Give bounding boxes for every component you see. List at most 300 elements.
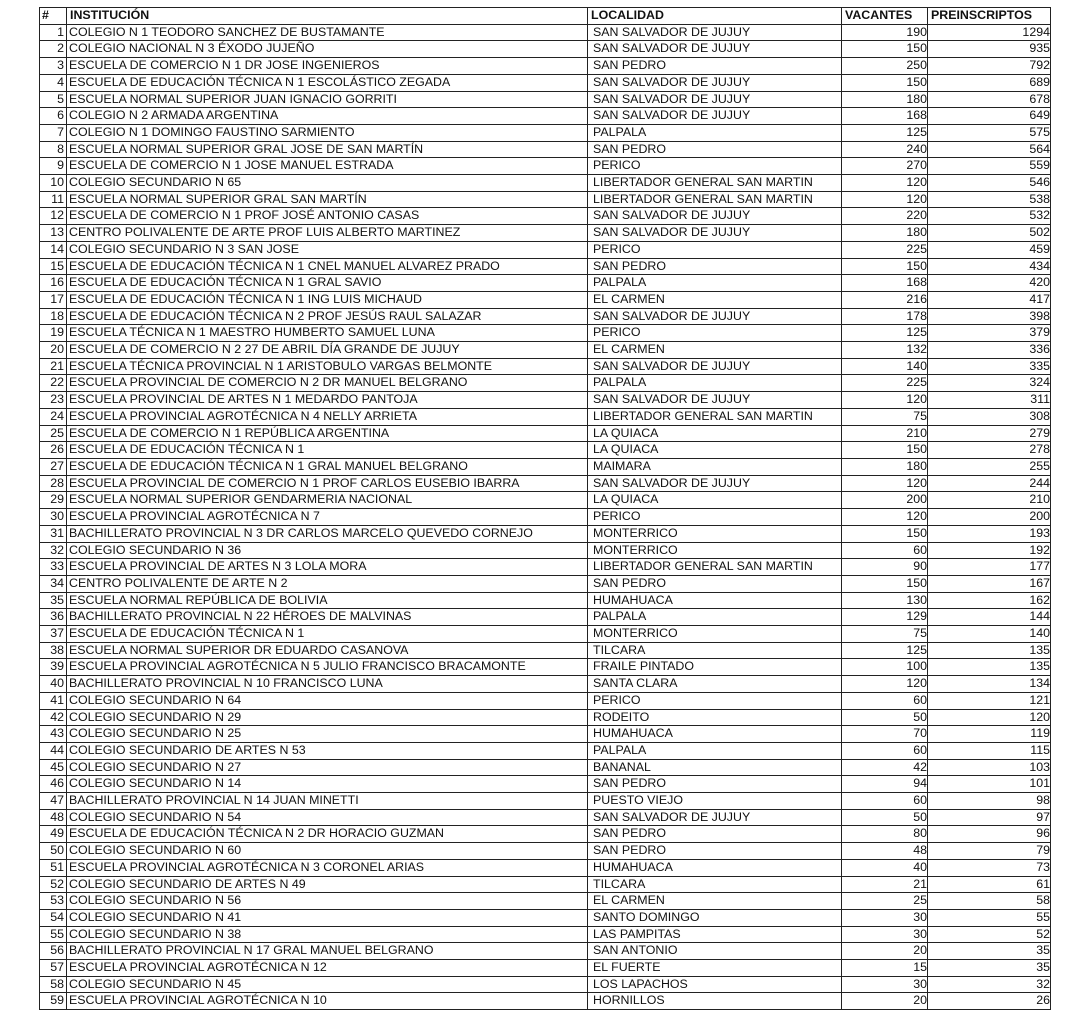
table-row <box>40 826 1051 843</box>
table-row <box>40 191 1051 208</box>
row-number: 22 <box>40 375 67 392</box>
vacancies-cell: 40 <box>842 859 928 876</box>
preregistered-cell: 193 <box>928 525 1051 542</box>
institution-cell: COLEGIO SECUNDARIO N 54 <box>67 809 588 826</box>
table-row <box>40 592 1051 609</box>
locality-cell: LIBERTADOR GENERAL SAN MARTIN <box>588 175 842 192</box>
institution-cell: COLEGIO SECUNDARIO N 36 <box>67 542 588 559</box>
table-row <box>40 726 1051 743</box>
vacancies-cell: 220 <box>842 208 928 225</box>
institution-cell: ESCUELA DE COMERCIO N 1 JOSE MANUEL ESTRADA <box>67 158 588 175</box>
table-row <box>40 525 1051 542</box>
table-row <box>40 609 1051 626</box>
row-number: 29 <box>40 492 67 509</box>
institution-cell: COLEGIO SECUNDARIO N 29 <box>67 709 588 726</box>
institution-cell: COLEGIO SECUNDARIO N 64 <box>67 692 588 709</box>
table-row <box>40 509 1051 526</box>
row-number: 23 <box>40 392 67 409</box>
row-number: 1 <box>40 24 67 41</box>
vacancies-cell: 90 <box>842 559 928 576</box>
row-number: 14 <box>40 241 67 258</box>
row-number: 30 <box>40 509 67 526</box>
institution-cell: COLEGIO N 2 ARMADA ARGENTINA <box>67 108 588 125</box>
preregistered-cell: 379 <box>928 325 1051 342</box>
row-number: 3 <box>40 58 67 75</box>
row-number: 21 <box>40 358 67 375</box>
table-row <box>40 893 1051 910</box>
preregistered-cell: 177 <box>928 559 1051 576</box>
locality-cell: MONTERRICO <box>588 525 842 542</box>
locality-cell: SAN SALVADOR DE JUJUY <box>588 225 842 242</box>
vacancies-cell: 70 <box>842 726 928 743</box>
row-number: 46 <box>40 776 67 793</box>
preregistered-cell: 162 <box>928 592 1051 609</box>
institution-cell: ESCUELA DE COMERCIO N 1 DR JOSE INGENIEROS <box>67 58 588 75</box>
preregistered-cell: 1294 <box>928 24 1051 41</box>
locality-cell: LAS PAMPITAS <box>588 926 842 943</box>
vacancies-cell: 225 <box>842 375 928 392</box>
preregistered-cell: 308 <box>928 408 1051 425</box>
table-row <box>40 960 1051 977</box>
locality-cell: MONTERRICO <box>588 626 842 643</box>
row-number: 20 <box>40 342 67 359</box>
preregistered-cell: 121 <box>928 692 1051 709</box>
row-number: 34 <box>40 575 67 592</box>
vacancies-cell: 75 <box>842 626 928 643</box>
institution-cell: COLEGIO N 1 DOMINGO FAUSTINO SARMIENTO <box>67 124 588 141</box>
preregistered-cell: 115 <box>928 742 1051 759</box>
table-row <box>40 859 1051 876</box>
row-number: 7 <box>40 124 67 141</box>
row-number: 18 <box>40 308 67 325</box>
table-row <box>40 876 1051 893</box>
row-number: 8 <box>40 141 67 158</box>
vacancies-cell: 50 <box>842 709 928 726</box>
institution-cell: COLEGIO SECUNDARIO N 41 <box>67 909 588 926</box>
table-row <box>40 208 1051 225</box>
table-row <box>40 425 1051 442</box>
vacancies-cell: 125 <box>842 642 928 659</box>
preregistered-cell: 575 <box>928 124 1051 141</box>
vacancies-cell: 60 <box>842 692 928 709</box>
header-localidad: LOCALIDAD <box>588 8 842 25</box>
row-number: 6 <box>40 108 67 125</box>
vacancies-cell: 225 <box>842 241 928 258</box>
table-row <box>40 759 1051 776</box>
locality-cell: LA QUIACA <box>588 492 842 509</box>
preregistered-cell: 134 <box>928 676 1051 693</box>
row-number: 53 <box>40 893 67 910</box>
locality-cell: SAN PEDRO <box>588 575 842 592</box>
table-row <box>40 241 1051 258</box>
vacancies-cell: 130 <box>842 592 928 609</box>
institution-cell: ESCUELA TÉCNICA PROVINCIAL N 1 ARISTOBULO VARGAS BELMONTE <box>67 358 588 375</box>
vacancies-cell: 60 <box>842 542 928 559</box>
row-number: 41 <box>40 692 67 709</box>
table-row <box>40 141 1051 158</box>
row-number: 4 <box>40 74 67 91</box>
table-row <box>40 843 1051 860</box>
row-number: 57 <box>40 960 67 977</box>
preregistered-cell: 324 <box>928 375 1051 392</box>
preregistered-cell: 97 <box>928 809 1051 826</box>
row-number: 25 <box>40 425 67 442</box>
locality-cell: SAN SALVADOR DE JUJUY <box>588 108 842 125</box>
institution-cell: ESCUELA NORMAL SUPERIOR GENDARMERIA NACIONAL <box>67 492 588 509</box>
institution-cell: ESCUELA DE EDUCACIÓN TÉCNICA N 2 PROF JESÚS RAUL SALAZAR <box>67 308 588 325</box>
table-row <box>40 124 1051 141</box>
row-number: 49 <box>40 826 67 843</box>
table-row <box>40 458 1051 475</box>
table-row <box>40 926 1051 943</box>
vacancies-cell: 210 <box>842 425 928 442</box>
preregistered-cell: 35 <box>928 960 1051 977</box>
table-row <box>40 809 1051 826</box>
vacancies-cell: 180 <box>842 458 928 475</box>
institution-cell: ESCUELA DE EDUCACIÓN TÉCNICA N 1 GRAL SAVIO <box>67 275 588 292</box>
institution-cell: ESCUELA NORMAL REPÚBLICA DE BOLIVIA <box>67 592 588 609</box>
preregistered-cell: 73 <box>928 859 1051 876</box>
vacancies-cell: 180 <box>842 91 928 108</box>
preregistered-cell: 140 <box>928 626 1051 643</box>
preregistered-cell: 546 <box>928 175 1051 192</box>
vacancies-cell: 25 <box>842 893 928 910</box>
locality-cell: HUMAHUACA <box>588 726 842 743</box>
preregistered-cell: 564 <box>928 141 1051 158</box>
preregistered-cell: 459 <box>928 241 1051 258</box>
vacancies-cell: 60 <box>842 793 928 810</box>
preregistered-cell: 420 <box>928 275 1051 292</box>
row-number: 37 <box>40 626 67 643</box>
table-row <box>40 442 1051 459</box>
row-number: 13 <box>40 225 67 242</box>
institution-cell: COLEGIO SECUNDARIO N 65 <box>67 175 588 192</box>
vacancies-cell: 200 <box>842 492 928 509</box>
row-number: 54 <box>40 909 67 926</box>
preregistered-cell: 32 <box>928 976 1051 993</box>
locality-cell: MAIMARA <box>588 458 842 475</box>
institution-cell: COLEGIO SECUNDARIO N 38 <box>67 926 588 943</box>
preregistered-cell: 98 <box>928 793 1051 810</box>
institution-cell: ESCUELA PROVINCIAL DE ARTES N 1 MEDARDO PANTOJA <box>67 392 588 409</box>
vacancies-cell: 178 <box>842 308 928 325</box>
locality-cell: RODEITO <box>588 709 842 726</box>
institution-cell: ESCUELA DE EDUCACIÓN TÉCNICA N 1 CNEL MANUEL ALVAREZ PRADO <box>67 258 588 275</box>
vacancies-cell: 50 <box>842 809 928 826</box>
preregistered-cell: 935 <box>928 41 1051 58</box>
vacancies-cell: 180 <box>842 225 928 242</box>
locality-cell: SAN SALVADOR DE JUJUY <box>588 308 842 325</box>
preregistered-cell: 167 <box>928 575 1051 592</box>
preregistered-cell: 336 <box>928 342 1051 359</box>
locality-cell: EL CARMEN <box>588 342 842 359</box>
institution-cell: BACHILLERATO PROVINCIAL N 17 GRAL MANUEL BELGRANO <box>67 943 588 960</box>
row-number: 32 <box>40 542 67 559</box>
locality-cell: LOS LAPACHOS <box>588 976 842 993</box>
locality-cell: SAN SALVADOR DE JUJUY <box>588 91 842 108</box>
locality-cell: BANANAL <box>588 759 842 776</box>
vacancies-cell: 125 <box>842 124 928 141</box>
row-number: 10 <box>40 175 67 192</box>
preregistered-cell: 538 <box>928 191 1051 208</box>
preregistered-cell: 559 <box>928 158 1051 175</box>
row-number: 47 <box>40 793 67 810</box>
preregistered-cell: 434 <box>928 258 1051 275</box>
vacancies-cell: 150 <box>842 442 928 459</box>
preregistered-cell: 200 <box>928 509 1051 526</box>
institution-cell: COLEGIO SECUNDARIO N 14 <box>67 776 588 793</box>
row-number: 43 <box>40 726 67 743</box>
preregistered-cell: 689 <box>928 74 1051 91</box>
preregistered-cell: 103 <box>928 759 1051 776</box>
locality-cell: SAN PEDRO <box>588 58 842 75</box>
vacancies-cell: 270 <box>842 158 928 175</box>
table-row <box>40 325 1051 342</box>
table-row <box>40 275 1051 292</box>
institution-cell: ESCUELA NORMAL SUPERIOR GRAL JOSE DE SAN MARTÍN <box>67 141 588 158</box>
locality-cell: PERICO <box>588 241 842 258</box>
locality-cell: SANTO DOMINGO <box>588 909 842 926</box>
table-row <box>40 41 1051 58</box>
table-row <box>40 258 1051 275</box>
row-number: 12 <box>40 208 67 225</box>
vacancies-cell: 75 <box>842 408 928 425</box>
preregistered-cell: 120 <box>928 709 1051 726</box>
preregistered-cell: 532 <box>928 208 1051 225</box>
institution-cell: CENTRO POLIVALENTE DE ARTE N 2 <box>67 575 588 592</box>
locality-cell: SAN SALVADOR DE JUJUY <box>588 809 842 826</box>
locality-cell: PERICO <box>588 509 842 526</box>
enrollment-table <box>39 7 1051 1010</box>
row-number: 19 <box>40 325 67 342</box>
row-number: 50 <box>40 843 67 860</box>
locality-cell: EL CARMEN <box>588 291 842 308</box>
table-body <box>40 24 1051 1009</box>
institution-cell: COLEGIO SECUNDARIO N 60 <box>67 843 588 860</box>
row-number: 58 <box>40 976 67 993</box>
table-row <box>40 993 1051 1010</box>
preregistered-cell: 144 <box>928 609 1051 626</box>
preregistered-cell: 502 <box>928 225 1051 242</box>
row-number: 9 <box>40 158 67 175</box>
vacancies-cell: 94 <box>842 776 928 793</box>
locality-cell: LIBERTADOR GENERAL SAN MARTIN <box>588 191 842 208</box>
header-number: # <box>40 8 67 25</box>
table-row <box>40 392 1051 409</box>
preregistered-cell: 135 <box>928 659 1051 676</box>
institution-cell: ESCUELA PROVINCIAL AGROTÉCNICA N 10 <box>67 993 588 1010</box>
institution-cell: BACHILLERATO PROVINCIAL N 22 HÉROES DE MALVINAS <box>67 609 588 626</box>
locality-cell: PALPALA <box>588 124 842 141</box>
row-number: 40 <box>40 676 67 693</box>
locality-cell: EL CARMEN <box>588 893 842 910</box>
table-row <box>40 342 1051 359</box>
row-number: 56 <box>40 943 67 960</box>
vacancies-cell: 150 <box>842 258 928 275</box>
locality-cell: SAN SALVADOR DE JUJUY <box>588 41 842 58</box>
institution-cell: COLEGIO SECUNDARIO N 25 <box>67 726 588 743</box>
preregistered-cell: 119 <box>928 726 1051 743</box>
preregistered-cell: 335 <box>928 358 1051 375</box>
institution-cell: COLEGIO SECUNDARIO DE ARTES N 49 <box>67 876 588 893</box>
table-row <box>40 225 1051 242</box>
institution-cell: CENTRO POLIVALENTE DE ARTE PROF LUIS ALBERTO MARTINEZ <box>67 225 588 242</box>
locality-cell: PERICO <box>588 325 842 342</box>
row-number: 31 <box>40 525 67 542</box>
locality-cell: MONTERRICO <box>588 542 842 559</box>
vacancies-cell: 120 <box>842 475 928 492</box>
locality-cell: PERICO <box>588 158 842 175</box>
vacancies-cell: 150 <box>842 575 928 592</box>
institution-cell: ESCUELA DE EDUCACIÓN TÉCNICA N 1 <box>67 626 588 643</box>
preregistered-cell: 279 <box>928 425 1051 442</box>
preregistered-cell: 417 <box>928 291 1051 308</box>
table-row <box>40 408 1051 425</box>
vacancies-cell: 216 <box>842 291 928 308</box>
table-row <box>40 108 1051 125</box>
header-preinscriptos: PREINSCRIPTOS <box>928 8 1051 25</box>
preregistered-cell: 678 <box>928 91 1051 108</box>
vacancies-cell: 30 <box>842 976 928 993</box>
institution-cell: ESCUELA TÉCNICA N 1 MAESTRO HUMBERTO SAMUEL LUNA <box>67 325 588 342</box>
row-number: 55 <box>40 926 67 943</box>
preregistered-cell: 255 <box>928 458 1051 475</box>
locality-cell: PALPALA <box>588 609 842 626</box>
preregistered-cell: 96 <box>928 826 1051 843</box>
institution-cell: ESCUELA PROVINCIAL AGROTÉCNICA N 5 JULIO FRANCISCO BRACAMONTE <box>67 659 588 676</box>
row-number: 38 <box>40 642 67 659</box>
vacancies-cell: 120 <box>842 175 928 192</box>
table-row <box>40 943 1051 960</box>
locality-cell: HUMAHUACA <box>588 859 842 876</box>
table-row <box>40 659 1051 676</box>
institution-cell: ESCUELA NORMAL SUPERIOR DR EDUARDO CASANOVA <box>67 642 588 659</box>
institution-cell: BACHILLERATO PROVINCIAL N 14 JUAN MINETTI <box>67 793 588 810</box>
row-number: 42 <box>40 709 67 726</box>
row-number: 44 <box>40 742 67 759</box>
table-row <box>40 676 1051 693</box>
institution-cell: BACHILLERATO PROVINCIAL N 3 DR CARLOS MARCELO QUEVEDO CORNEJO <box>67 525 588 542</box>
row-number: 17 <box>40 291 67 308</box>
vacancies-cell: 21 <box>842 876 928 893</box>
locality-cell: LA QUIACA <box>588 442 842 459</box>
institution-cell: ESCUELA PROVINCIAL DE COMERCIO N 2 DR MANUEL BELGRANO <box>67 375 588 392</box>
institution-cell: COLEGIO SECUNDARIO N 3 SAN JOSE <box>67 241 588 258</box>
table-row <box>40 175 1051 192</box>
locality-cell: SAN SALVADOR DE JUJUY <box>588 74 842 91</box>
locality-cell: PALPALA <box>588 375 842 392</box>
table-row <box>40 74 1051 91</box>
preregistered-cell: 244 <box>928 475 1051 492</box>
locality-cell: LIBERTADOR GENERAL SAN MARTIN <box>588 559 842 576</box>
table-row <box>40 976 1051 993</box>
preregistered-cell: 79 <box>928 843 1051 860</box>
locality-cell: PALPALA <box>588 742 842 759</box>
vacancies-cell: 100 <box>842 659 928 676</box>
vacancies-cell: 120 <box>842 392 928 409</box>
preregistered-cell: 192 <box>928 542 1051 559</box>
institution-cell: ESCUELA DE EDUCACIÓN TÉCNICA N 1 ING LUIS MICHAUD <box>67 291 588 308</box>
table-row <box>40 575 1051 592</box>
institution-cell: ESCUELA PROVINCIAL DE ARTES N 3 LOLA MORA <box>67 559 588 576</box>
locality-cell: SANTA CLARA <box>588 676 842 693</box>
vacancies-cell: 250 <box>842 58 928 75</box>
header-row <box>40 8 1051 25</box>
vacancies-cell: 150 <box>842 525 928 542</box>
locality-cell: PERICO <box>588 692 842 709</box>
institution-cell: ESCUELA PROVINCIAL AGROTÉCNICA N 12 <box>67 960 588 977</box>
vacancies-cell: 20 <box>842 943 928 960</box>
vacancies-cell: 150 <box>842 41 928 58</box>
institution-cell: BACHILLERATO PROVINCIAL N 10 FRANCISCO LUNA <box>67 676 588 693</box>
vacancies-cell: 20 <box>842 993 928 1010</box>
preregistered-cell: 792 <box>928 58 1051 75</box>
locality-cell: PALPALA <box>588 275 842 292</box>
table-row <box>40 692 1051 709</box>
locality-cell: EL FUERTE <box>588 960 842 977</box>
institution-cell: ESCUELA DE EDUCACIÓN TÉCNICA N 2 DR HORACIO GUZMAN <box>67 826 588 843</box>
table-row <box>40 776 1051 793</box>
locality-cell: SAN SALVADOR DE JUJUY <box>588 208 842 225</box>
vacancies-cell: 42 <box>842 759 928 776</box>
row-number: 39 <box>40 659 67 676</box>
row-number: 45 <box>40 759 67 776</box>
vacancies-cell: 120 <box>842 676 928 693</box>
locality-cell: PUESTO VIEJO <box>588 793 842 810</box>
locality-cell: SAN ANTONIO <box>588 943 842 960</box>
table-row <box>40 91 1051 108</box>
institution-cell: ESCUELA PROVINCIAL AGROTÉCNICA N 7 <box>67 509 588 526</box>
institution-cell: ESCUELA NORMAL SUPERIOR GRAL SAN MARTÍN <box>67 191 588 208</box>
vacancies-cell: 168 <box>842 108 928 125</box>
institution-cell: COLEGIO SECUNDARIO N 45 <box>67 976 588 993</box>
locality-cell: SAN PEDRO <box>588 776 842 793</box>
locality-cell: HORNILLOS <box>588 993 842 1010</box>
table-row <box>40 542 1051 559</box>
row-number: 48 <box>40 809 67 826</box>
institution-cell: COLEGIO SECUNDARIO N 27 <box>67 759 588 776</box>
vacancies-cell: 190 <box>842 24 928 41</box>
vacancies-cell: 15 <box>842 960 928 977</box>
institution-cell: ESCUELA DE COMERCIO N 2 27 DE ABRIL DÍA GRANDE DE JUJUY <box>67 342 588 359</box>
institution-cell: COLEGIO NACIONAL N 3 ÉXODO JUJEÑO <box>67 41 588 58</box>
row-number: 5 <box>40 91 67 108</box>
preregistered-cell: 52 <box>928 926 1051 943</box>
row-number: 15 <box>40 258 67 275</box>
row-number: 36 <box>40 609 67 626</box>
preregistered-cell: 398 <box>928 308 1051 325</box>
table-row <box>40 642 1051 659</box>
vacancies-cell: 125 <box>842 325 928 342</box>
preregistered-cell: 101 <box>928 776 1051 793</box>
table-row <box>40 58 1051 75</box>
vacancies-cell: 129 <box>842 609 928 626</box>
table-row <box>40 375 1051 392</box>
institution-cell: ESCUELA PROVINCIAL AGROTÉCNICA N 3 CORONEL ARIAS <box>67 859 588 876</box>
vacancies-cell: 120 <box>842 191 928 208</box>
preregistered-cell: 210 <box>928 492 1051 509</box>
row-number: 27 <box>40 458 67 475</box>
vacancies-cell: 30 <box>842 926 928 943</box>
vacancies-cell: 150 <box>842 74 928 91</box>
institution-cell: ESCUELA DE EDUCACIÓN TÉCNICA N 1 <box>67 442 588 459</box>
vacancies-cell: 168 <box>842 275 928 292</box>
row-number: 52 <box>40 876 67 893</box>
preregistered-cell: 61 <box>928 876 1051 893</box>
preregistered-cell: 649 <box>928 108 1051 125</box>
row-number: 24 <box>40 408 67 425</box>
locality-cell: FRAILE PINTADO <box>588 659 842 676</box>
